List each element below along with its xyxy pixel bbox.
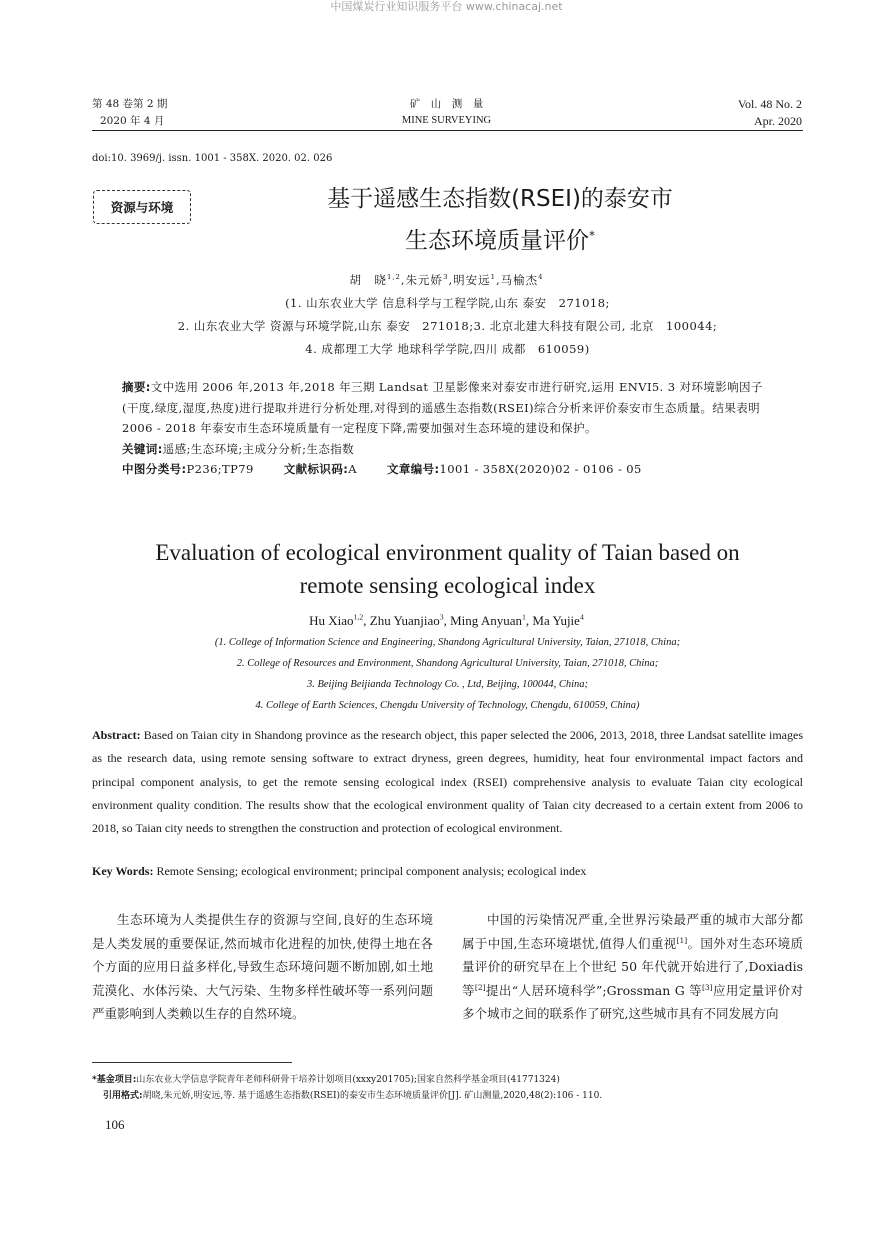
abstract-en-label: Abstract: [92, 728, 141, 742]
title-en-line2: remote sensing ecological index [299, 573, 596, 598]
author-en-name: Ma Yujie [532, 613, 580, 628]
authors-en [0, 613, 893, 629]
keywords-en-text: Remote Sensing; ecological environment; principal component analysis; ecological index [153, 864, 587, 878]
reference-marker: [1] [676, 935, 688, 945]
title-cn-line1: 基于遥感生态指数(RSEI)的泰安市 [327, 186, 673, 212]
abstract-cn-text: 文中选用 2006 年,2013 年,2018 年三期 Landsat 卫星影像来对泰安市进行研究,运用 ENVI5. 3 对环境影响因子(干度,绿度,湿度,热度)进行提取并进行分析处理,对得到的遥感生态指数(RSEI)综合分析来评价泰安市生态质量。结果表明 2006 - 2018 年泰安市生态环境质量有一定程度下降,需要加强对生态环境的建设和保护。 [122, 380, 763, 435]
reference-marker: [3] [701, 982, 713, 992]
page-number: 106 [105, 1117, 125, 1132]
abstract-cn [122, 377, 778, 480]
author-sup: 3 [443, 273, 449, 282]
author-sup: 1,2 [386, 273, 401, 282]
authors-cn [0, 272, 893, 288]
author-sep: , [448, 273, 454, 287]
affiliation-en: 2. College of Resources and Environment, Shandong Agricultural University, Taian, 271018, China; [236, 658, 659, 669]
footnote-rule [92, 1062, 292, 1063]
affiliation-cn: 2. 山东农业大学 资源与环境学院,山东 泰安 271018;3. 北京北建大科技有限公司, 北京 100044; [177, 319, 718, 333]
doc-code-label: 文献标识码: [283, 462, 349, 476]
author-sep: , [496, 273, 501, 287]
title-cn-line2-wrap [210, 222, 790, 260]
author-sep: , [400, 273, 406, 287]
author-en-name: Ming Anyuan [450, 613, 522, 628]
author-sup: 4 [538, 273, 544, 282]
title-en [92, 536, 803, 602]
author-en-sup: 1,2 [353, 612, 364, 622]
article-no-label: 文章编号: [386, 462, 440, 476]
body-text: 。国外对生态环境质量评价的研究早在上个世纪 50 年代就开始进行了,Doxiadis 等 [462, 935, 803, 998]
clc-label: 中图分类号: [122, 462, 187, 476]
footnote-fund [92, 1073, 803, 1087]
header-volume-en: Vol. 48 No. 2 [737, 97, 802, 111]
watermark: 中国煤炭行业知识服务平台 www.chinacaj.net [330, 0, 563, 13]
title-en-line1: Evaluation of ecological environment quality of Taian based on [155, 540, 740, 565]
author-sup: 1 [490, 273, 496, 282]
header-date-en: Apr. 2020 [754, 114, 802, 128]
body-text: 应用定量评价对多个城市之间的联系作了研究,这些城市具有不同发展方向 [462, 982, 803, 1021]
author-en-sup: 3 [439, 612, 444, 622]
keywords-cn-text: 遥感;生态环境;主成分分析;生态指数 [162, 441, 355, 456]
affiliation-cn: (1. 山东农业大学 信息科学与工程学院,山东 泰安 271018; [285, 296, 610, 310]
citation-label: 引用格式: [103, 1091, 143, 1101]
header-journal-cn: 矿 山 测 量 [409, 98, 484, 110]
abstract-en [92, 724, 803, 840]
author-en-sup: 1 [522, 612, 526, 622]
author-en-sep: , [363, 613, 370, 628]
header-volume: 第 48 卷第 2 期 [92, 98, 168, 110]
classification-line [122, 459, 778, 480]
reference-marker: [2] [474, 982, 486, 992]
body-text: 提出“人居环境科学”;Grossman G 等 [485, 982, 702, 998]
author-en-sep: , [443, 613, 451, 628]
affiliation-en: 3. Beijing Beijianda Technology Co. , Ltd, Beijing, 100044, China; [306, 679, 589, 690]
header-rule [92, 130, 803, 131]
body-left-column: 生态环境为人类提供生存的资源与空间,良好的生态环境是人类发展的重要保证,然而城市化进程的加快,使得土地在各个方面的应用日益多样化,导致生态环境问题不断加剧,如土地荒漠化、水体污染、大气污染、生物多样性破坏等一系列问题严重影响到人类赖以生存的自然环境。 [92, 912, 433, 1021]
title-fund-mark: * [589, 228, 595, 243]
keywords-cn [122, 439, 778, 460]
author-en-sup: 4 [579, 612, 584, 622]
header-journal-en: MINE SURVEYING [401, 115, 492, 126]
section-tag: 资源与环境 [93, 190, 191, 224]
body-right-column [462, 908, 803, 1026]
fund-text: 山东农业大学信息学院青年老师科研骨干培养计划项目(xxxy201705);国家自然科学基金项目(41771324) [136, 1075, 560, 1085]
affiliation-en: 4. College of Earth Sciences, Chengdu University of Technology, Chengdu, 610059, China) [255, 700, 640, 711]
doc-code-value: A [348, 462, 357, 476]
author-en-name: Zhu Yuanjiao [369, 613, 440, 628]
author-name: 朱元娇 [405, 273, 444, 287]
keywords-en-label: Key Words: [92, 864, 154, 878]
author-name: 明安远 [453, 273, 491, 287]
clc-value: P236;TP79 [186, 462, 254, 476]
body-text: 中国的污染情况严重,全世界污染最严重的城市大部分都属于中国,生态环境堪忧,值得人们重视 [462, 912, 803, 951]
author-en-name: Hu Xiao [309, 613, 354, 628]
footnote-citation [103, 1089, 803, 1103]
abstract-en-text: Based on Taian city in Shandong province as the research object, this paper selected the 2006, 2013, 2018, three Landsat satellite images as the research data, using remote sensing software to extract dryness, green degrees, humidity, heat four environmental impact factors and principal component analysis, to get the remote sensing ecological index (RSEI) comprehensive analysis to evaluate Taian city ecological environment quality condition. The results show that the ecological environment quality of Taian city decreased to a certain extent from 2006 to 2018, so Taian city needs to strengthen the construction and protection of ecological environment. [92, 728, 803, 836]
doi: doi:10. 3969/j. issn. 1001 - 358X. 2020. 02. 026 [92, 153, 333, 164]
affiliation-en: (1. College of Information Science and Engineering, Shandong Agricultural University, Taian, 271018, China; [214, 637, 681, 648]
author-name: 马榆杰 [500, 273, 539, 287]
article-no-value: 1001 - 358X(2020)02 - 0106 - 05 [439, 462, 642, 476]
keywords-en [92, 864, 803, 879]
author-name: 胡 晓 [349, 273, 387, 287]
header-date: 2020 年 4 月 [100, 115, 165, 127]
title-cn-line2: 生态环境质量评价 [405, 228, 589, 254]
keywords-cn-label: 关键词: [122, 441, 163, 456]
fund-label: *基金项目: [92, 1075, 137, 1085]
affiliation-cn: 4. 成都理工大学 地球科学学院,四川 成都 610059) [305, 342, 590, 356]
author-en-sep: , [525, 613, 533, 628]
citation-text: 胡晓,朱元娇,明安远,等. 基于遥感生态指数(RSEI)的泰安市生态环境质量评价[J]. 矿山测量,2020,48(2):106 - 110. [142, 1091, 603, 1101]
abstract-cn-label: 摘要: [122, 380, 151, 394]
